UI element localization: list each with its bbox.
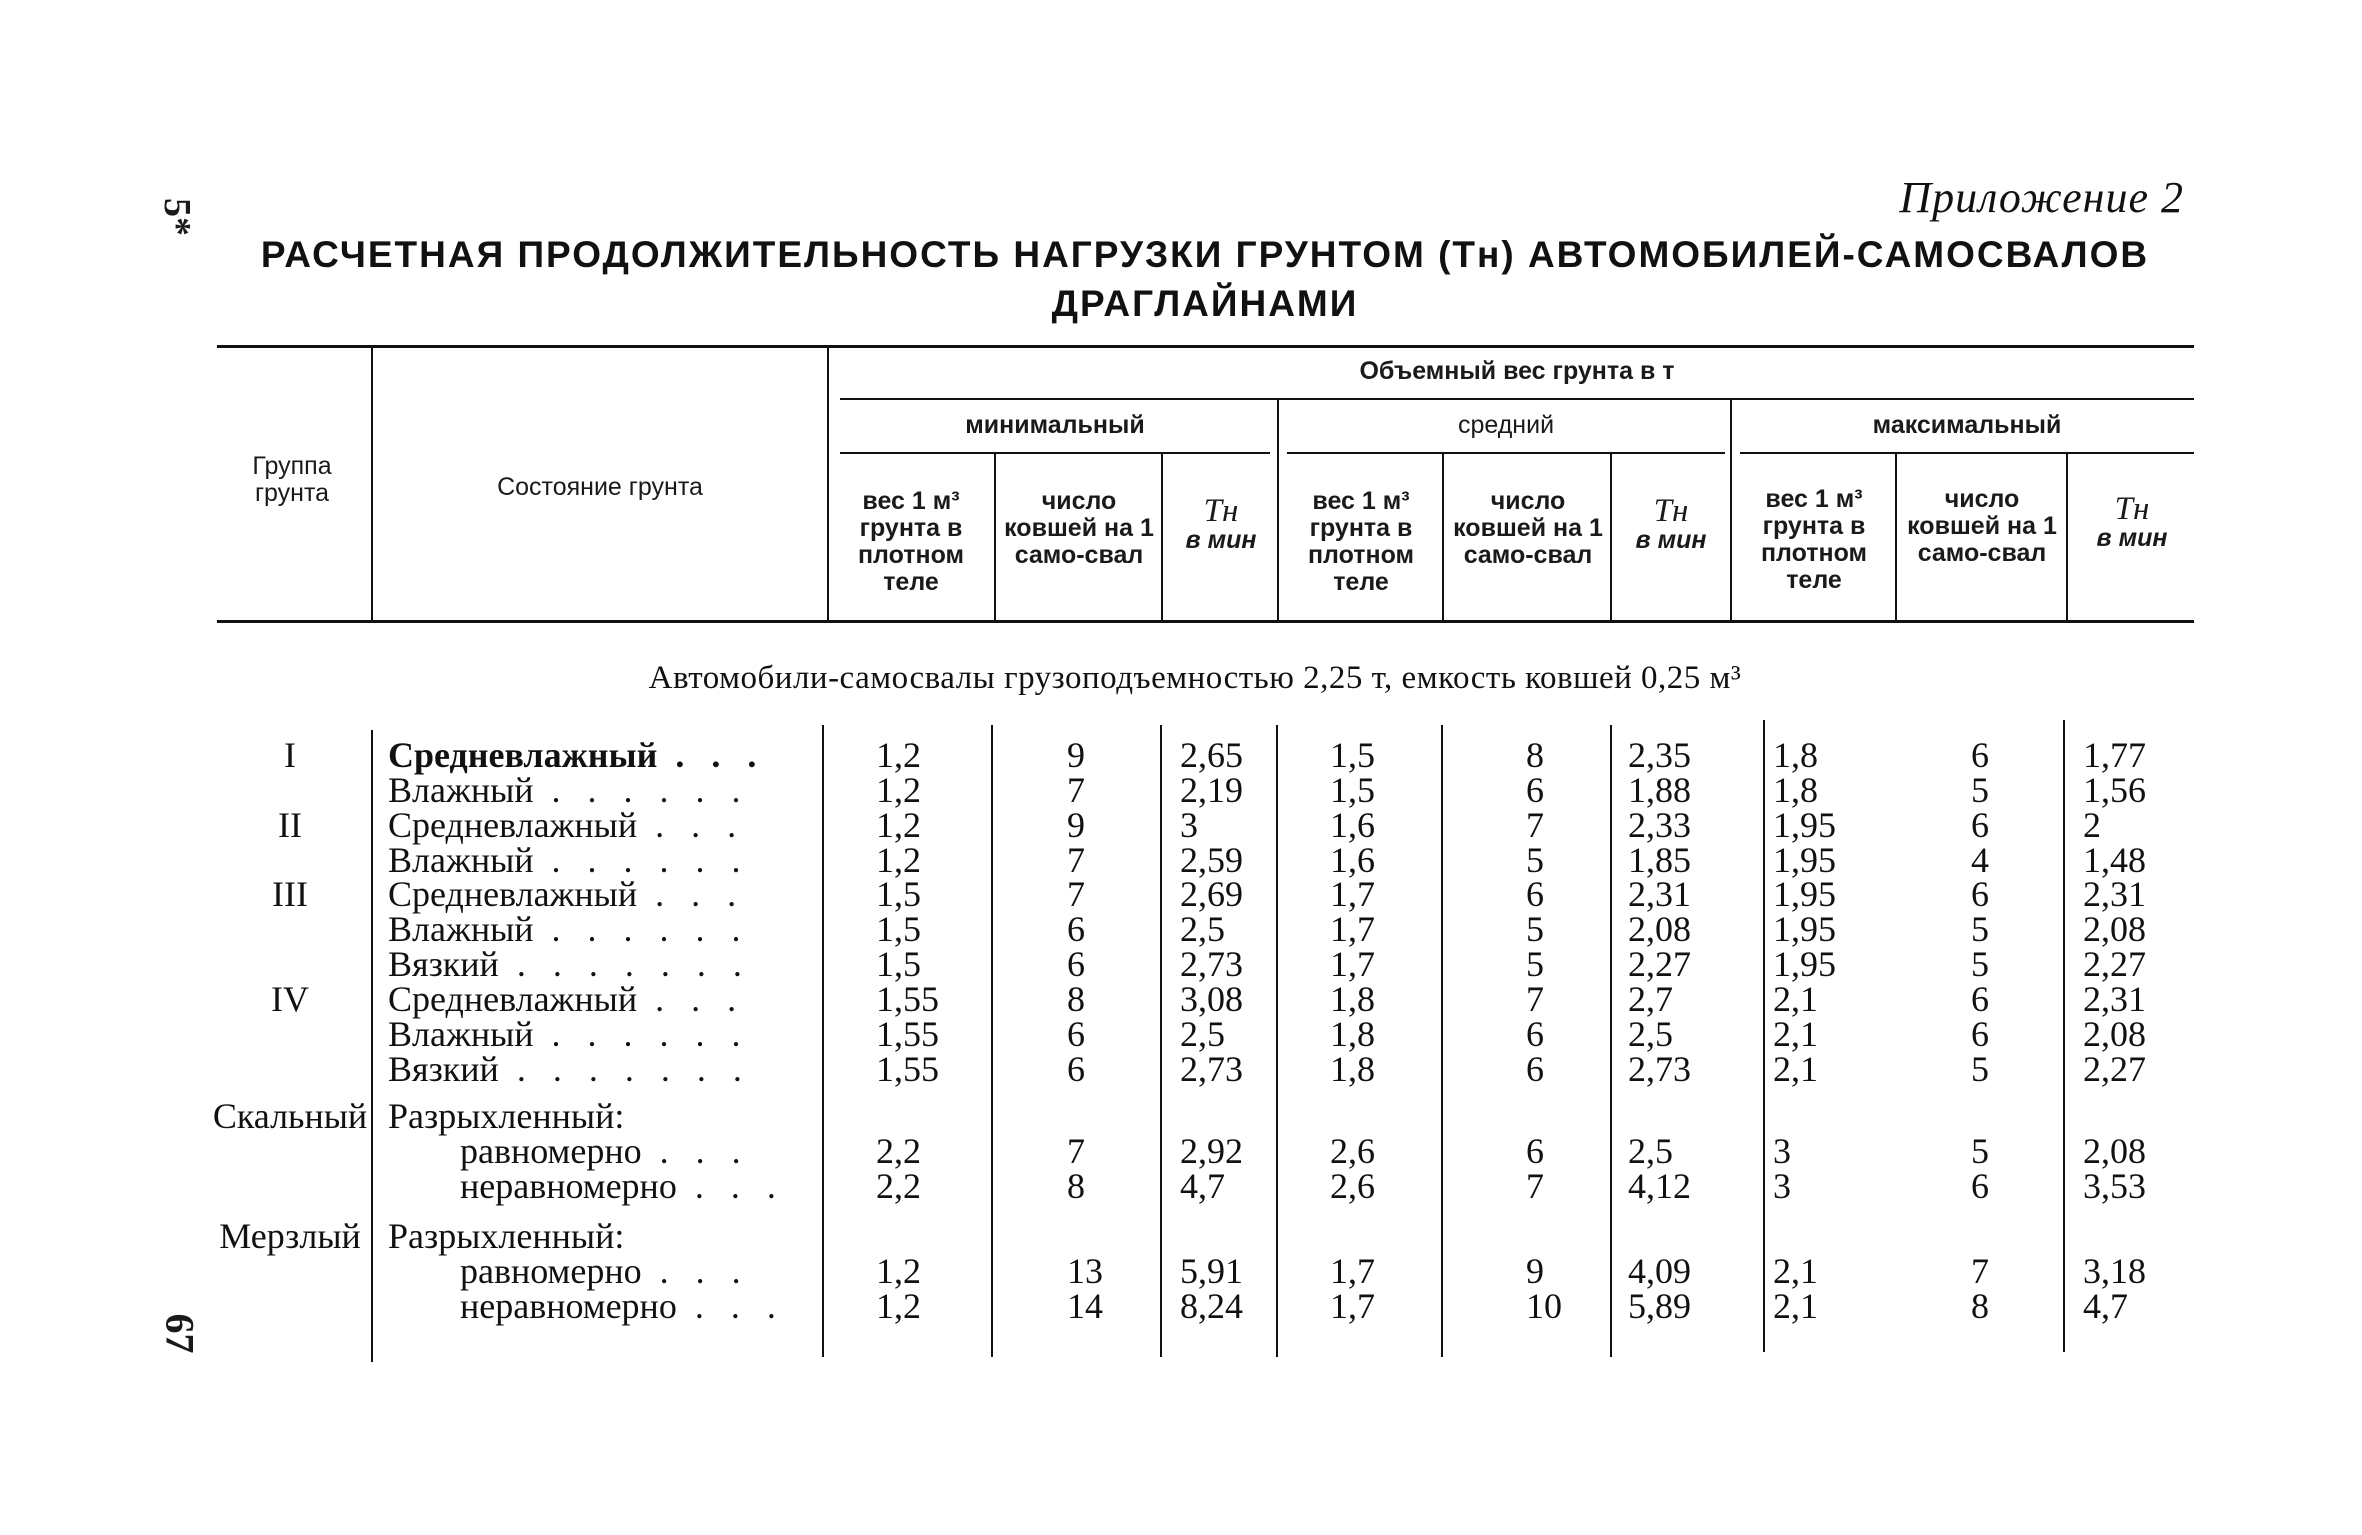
- table-cell: 1,6: [1330, 840, 1375, 880]
- tn-unit: в мин: [1185, 526, 1257, 554]
- table-cell: 1,2: [876, 735, 921, 775]
- table-cell: 2,1: [1773, 1286, 1818, 1326]
- table-cell: 2,27: [1628, 944, 1691, 984]
- leader-dots: . . .: [676, 1166, 785, 1206]
- header-volume-weight: Объемный вес грунта в т: [1359, 357, 1675, 385]
- table-cell: 6: [1971, 874, 1989, 914]
- tn-symbol: Tн: [1203, 493, 1239, 529]
- table-cell: 7: [1067, 1131, 1085, 1171]
- header-divider: [827, 348, 829, 620]
- table-cell: 1,7: [1330, 944, 1375, 984]
- soil-state-cell: [388, 772, 750, 808]
- tn-symbol: Tн: [1653, 493, 1689, 529]
- table-cell: 8: [1067, 979, 1085, 1019]
- table-cell: 1,7: [1330, 874, 1375, 914]
- soil-state-cell: [388, 876, 745, 912]
- soil-state-cell: [388, 946, 751, 982]
- soil-state-cell: [388, 807, 745, 843]
- table-cell: 8: [1067, 1166, 1085, 1206]
- soil-state-label: равномерно: [460, 1251, 642, 1291]
- header-divider: [1895, 454, 1897, 620]
- soil-state-label: неравномерно: [460, 1286, 677, 1326]
- leader-dots: . . .: [676, 1286, 785, 1326]
- soil-state-cell: [388, 981, 745, 1017]
- header-rule-max: [1740, 452, 2194, 454]
- table-cell: 1,8: [1330, 1049, 1375, 1089]
- leader-dots: . . .: [637, 805, 746, 845]
- table-cell: 5: [1526, 944, 1544, 984]
- header-col-tn: [2070, 491, 2194, 552]
- soil-state-label: Средневлажный: [388, 735, 658, 775]
- soil-group-label: IV: [271, 979, 309, 1019]
- table-cell: 7: [1526, 805, 1544, 845]
- leader-dots: . . . . . . .: [498, 1049, 751, 1089]
- leader-dots: . . . . . . .: [498, 944, 751, 984]
- table-cell: 2,5: [1628, 1014, 1673, 1054]
- table-cell: 2,27: [2083, 944, 2146, 984]
- table-cell: 2,1: [1773, 979, 1818, 1019]
- table-cell: 1,2: [876, 840, 921, 880]
- tn-unit: в мин: [1635, 526, 1707, 554]
- soil-group-label: III: [272, 874, 308, 914]
- table-cell: 2,65: [1180, 735, 1243, 775]
- table-cell: 6: [1971, 1014, 1989, 1054]
- table-cell: 4: [1971, 840, 1989, 880]
- table-cell: 6: [1971, 1166, 1989, 1206]
- header-col-tn: [1166, 493, 1276, 554]
- table-cell: 9: [1067, 735, 1085, 775]
- table-cell: 1,55: [876, 1014, 939, 1054]
- table-cell: 1,77: [2083, 735, 2146, 775]
- soil-state-cell: [388, 1098, 624, 1134]
- table-cell: 6: [1526, 1014, 1544, 1054]
- table-cell: 2,08: [2083, 909, 2146, 949]
- header-col-tn: [1614, 493, 1728, 554]
- table-cell: 1,55: [876, 1049, 939, 1089]
- table-cell: 2,19: [1180, 770, 1243, 810]
- soil-state-label: Средневлажный: [388, 805, 638, 845]
- appendix-label: Приложение 2: [1899, 173, 2184, 222]
- body-divider: [1160, 725, 1162, 1357]
- table-title-line1: РАСЧЕТНАЯ ПРОДОЛЖИТЕЛЬНОСТЬ НАГРУЗКИ ГРУНТОМ (Tн) АВТОМОБИЛЕЙ-САМОСВАЛОВ: [260, 234, 2150, 275]
- header-divider: [2066, 454, 2068, 620]
- table-cell: 1,7: [1330, 1286, 1375, 1326]
- header-medium: средний: [1457, 411, 1555, 439]
- table-cell: 5: [1526, 840, 1544, 880]
- table-cell: 2,31: [2083, 874, 2146, 914]
- soil-group-label: II: [278, 805, 302, 845]
- table-cell: 1,8: [1330, 979, 1375, 1019]
- table-cell: 6: [1971, 979, 1989, 1019]
- table-cell: 1,2: [876, 1251, 921, 1291]
- table-cell: 3: [1773, 1166, 1791, 1206]
- header-rule-min: [840, 452, 1270, 454]
- table-cell: 2,08: [1628, 909, 1691, 949]
- table-cell: 1,95: [1773, 805, 1836, 845]
- table-cell: 2: [2083, 805, 2101, 845]
- table-cell: 3: [1773, 1131, 1791, 1171]
- page-number: 67: [157, 1313, 203, 1354]
- header-divider: [1161, 454, 1163, 620]
- leader-dots: . . .: [641, 1251, 750, 1291]
- table-cell: 1,85: [1628, 840, 1691, 880]
- table-cell: 4,7: [1180, 1166, 1225, 1206]
- table-cell: 2,5: [1180, 909, 1225, 949]
- header-rule-volume: [840, 398, 2194, 400]
- table-cell: 1,5: [1330, 770, 1375, 810]
- table-cell: 13: [1067, 1251, 1103, 1291]
- table-cell: 6: [1067, 1014, 1085, 1054]
- table-cell: 1,8: [1773, 735, 1818, 775]
- table-cell: 2,08: [2083, 1131, 2146, 1171]
- header-divider: [994, 454, 996, 620]
- table-cell: 10: [1526, 1286, 1562, 1326]
- soil-state-label: равномерно: [460, 1131, 642, 1171]
- table-cell: 2,73: [1180, 1049, 1243, 1089]
- table-cell: 1,5: [876, 909, 921, 949]
- table-cell: 3: [1180, 805, 1198, 845]
- table-cell: 7: [1067, 874, 1085, 914]
- header-divider: [1442, 454, 1444, 620]
- table-cell: 9: [1067, 805, 1085, 845]
- header-divider: [1730, 400, 1732, 620]
- table-cell: 1,56: [2083, 770, 2146, 810]
- body-divider: [1763, 720, 1765, 1352]
- table-cell: 1,88: [1628, 770, 1691, 810]
- table-cell: 3,08: [1180, 979, 1243, 1019]
- table-cell: 2,1: [1773, 1251, 1818, 1291]
- table-cell: 1,48: [2083, 840, 2146, 880]
- body-divider: [2063, 720, 2065, 1352]
- table-cell: 14: [1067, 1286, 1103, 1326]
- header-rule-mid: [1287, 452, 1725, 454]
- soil-state-label: Разрыхленный:: [388, 1096, 625, 1136]
- soil-state-cell: [388, 911, 750, 947]
- header-col-weight: вес 1 м³ грунта в плотном теле: [857, 487, 965, 596]
- table-cell: 1,5: [876, 944, 921, 984]
- table-cell: 1,7: [1330, 1251, 1375, 1291]
- soil-state-label: Влажный: [388, 840, 534, 880]
- table-cell: 1,5: [1330, 735, 1375, 775]
- leader-dots: . . . . . .: [533, 1014, 750, 1054]
- table-cell: 6: [1526, 1049, 1544, 1089]
- table-cell: 6: [1067, 909, 1085, 949]
- header-col-buckets: число ковшей на 1 само-свал: [1004, 487, 1154, 569]
- soil-group-label: Скальный: [212, 1096, 368, 1136]
- leader-dots: . . . . . .: [533, 909, 750, 949]
- soil-state-cell: [388, 737, 765, 773]
- table-cell: 5: [1971, 944, 1989, 984]
- table-cell: 6: [1971, 805, 1989, 845]
- table-cell: 5: [1971, 770, 1989, 810]
- header-col-buckets: число ковшей на 1 само-свал: [1453, 487, 1603, 569]
- table-cell: 2,35: [1628, 735, 1691, 775]
- table-cell: 6: [1526, 1131, 1544, 1171]
- table-cell: 2,73: [1628, 1049, 1691, 1089]
- table-cell: 2,69: [1180, 874, 1243, 914]
- table-cell: 2,1: [1773, 1049, 1818, 1089]
- table-cell: 7: [1067, 840, 1085, 880]
- table-cell: 2,6: [1330, 1131, 1375, 1171]
- body-divider: [1441, 725, 1443, 1357]
- soil-state-label: Вязкий: [388, 944, 499, 984]
- leader-dots: . . .: [641, 1131, 750, 1171]
- header-group: Группа грунта: [252, 452, 332, 507]
- header-state: Состояние грунта: [497, 473, 703, 501]
- table-cell: 2,6: [1330, 1166, 1375, 1206]
- table-cell: 4,12: [1628, 1166, 1691, 1206]
- table-title-line2: ДРАГЛАЙНАМИ: [1051, 283, 1359, 324]
- table-cell: 5: [1971, 1131, 1989, 1171]
- table-cell: 1,5: [876, 874, 921, 914]
- table-cell: 1,7: [1330, 909, 1375, 949]
- tn-unit: в мин: [2096, 524, 2168, 552]
- table-cell: 1,95: [1773, 874, 1836, 914]
- table-cell: 8: [1526, 735, 1544, 775]
- soil-state-cell: [388, 842, 750, 878]
- table-cell: 2,5: [1180, 1014, 1225, 1054]
- soil-state-cell: [460, 1253, 750, 1289]
- soil-group-label: I: [284, 735, 296, 775]
- table-cell: 8,24: [1180, 1286, 1243, 1326]
- margin-note-top: 5*: [156, 198, 198, 236]
- table-cell: 1,95: [1773, 840, 1836, 880]
- table-cell: 2,59: [1180, 840, 1243, 880]
- table-cell: 8: [1971, 1286, 1989, 1326]
- soil-state-label: Вязкий: [388, 1049, 499, 1089]
- soil-state-cell: [460, 1168, 785, 1204]
- body-divider: [1276, 725, 1278, 1357]
- header-col-weight: вес 1 м³ грунта в плотном теле: [1760, 485, 1868, 594]
- table-cell: 2,27: [2083, 1049, 2146, 1089]
- header-divider: [1610, 454, 1612, 620]
- table-cell: 3,53: [2083, 1166, 2146, 1206]
- soil-state-label: Влажный: [388, 909, 534, 949]
- table-cell: 6: [1067, 944, 1085, 984]
- table-cell: 2,1: [1773, 1014, 1818, 1054]
- table-cell: 1,2: [876, 1286, 921, 1326]
- body-divider: [991, 725, 993, 1357]
- soil-state-label: Средневлажный: [388, 874, 638, 914]
- table-cell: 2,7: [1628, 979, 1673, 1019]
- table-cell: 2,31: [1628, 874, 1691, 914]
- table-cell: 7: [1526, 979, 1544, 1019]
- table-cell: 2,73: [1180, 944, 1243, 984]
- body-divider: [1610, 725, 1612, 1357]
- table-cell: 2,33: [1628, 805, 1691, 845]
- header-col-buckets: число ковшей на 1 само-свал: [1907, 485, 2057, 567]
- soil-state-cell: [460, 1288, 785, 1324]
- table-cell: 2,2: [876, 1131, 921, 1171]
- table-cell: 1,6: [1330, 805, 1375, 845]
- table-cell: 1,95: [1773, 909, 1836, 949]
- header-minimal: минимальный: [965, 411, 1145, 439]
- table-cell: 2,08: [2083, 1014, 2146, 1054]
- table-cell: 5: [1971, 909, 1989, 949]
- table-cell: 6: [1067, 1049, 1085, 1089]
- soil-state-cell: [388, 1051, 751, 1087]
- table-cell: 6: [1971, 735, 1989, 775]
- header-col-weight: вес 1 м³ грунта в плотном теле: [1307, 487, 1415, 596]
- table-top-rule: [217, 345, 2194, 348]
- table-cell: 9: [1526, 1251, 1544, 1291]
- table-cell: 3,18: [2083, 1251, 2146, 1291]
- section-title: Автомобили-самосвалы грузоподъемностью 2,25 т, емкость ковшей 0,25 м³: [648, 660, 1742, 696]
- table-cell: 5: [1526, 909, 1544, 949]
- soil-state-label: неравномерно: [460, 1166, 677, 1206]
- table-cell: 5,91: [1180, 1251, 1243, 1291]
- table-cell: 6: [1526, 770, 1544, 810]
- leader-dots: . . .: [637, 874, 746, 914]
- header-divider: [371, 348, 373, 620]
- soil-state-label: Влажный: [388, 1014, 534, 1054]
- table-cell: 4,7: [2083, 1286, 2128, 1326]
- leader-dots: . . .: [657, 735, 766, 775]
- table-cell: 5: [1971, 1049, 1989, 1089]
- soil-state-label: Разрыхленный:: [388, 1216, 625, 1256]
- table-cell: 2,31: [2083, 979, 2146, 1019]
- soil-state-cell: [388, 1218, 624, 1254]
- table-cell: 2,92: [1180, 1131, 1243, 1171]
- soil-state-cell: [388, 1016, 750, 1052]
- soil-group-label: Мерзлый: [219, 1216, 361, 1256]
- table-cell: 4,09: [1628, 1251, 1691, 1291]
- table-cell: 1,55: [876, 979, 939, 1019]
- table-cell: 1,8: [1330, 1014, 1375, 1054]
- table-cell: 2,2: [876, 1166, 921, 1206]
- tn-symbol: Tн: [2114, 491, 2150, 527]
- soil-state-cell: [460, 1133, 750, 1169]
- table-cell: 7: [1526, 1166, 1544, 1206]
- table-cell: 6: [1526, 874, 1544, 914]
- header-divider: [1277, 400, 1279, 620]
- table-cell: 2,5: [1628, 1131, 1673, 1171]
- soil-state-label: Влажный: [388, 770, 534, 810]
- leader-dots: . . . . . .: [533, 770, 750, 810]
- table-cell: 1,2: [876, 805, 921, 845]
- table-cell: 5,89: [1628, 1286, 1691, 1326]
- table-cell: 7: [1971, 1251, 1989, 1291]
- table-cell: 7: [1067, 770, 1085, 810]
- leader-dots: . . . . . .: [533, 840, 750, 880]
- header-bottom-rule: [217, 620, 2194, 623]
- leader-dots: . . .: [637, 979, 746, 1019]
- body-divider: [822, 725, 824, 1357]
- soil-state-label: Средневлажный: [388, 979, 638, 1019]
- table-cell: 1,8: [1773, 770, 1818, 810]
- table-cell: 1,95: [1773, 944, 1836, 984]
- header-maximal: максимальный: [1872, 411, 2062, 439]
- table-cell: 1,2: [876, 770, 921, 810]
